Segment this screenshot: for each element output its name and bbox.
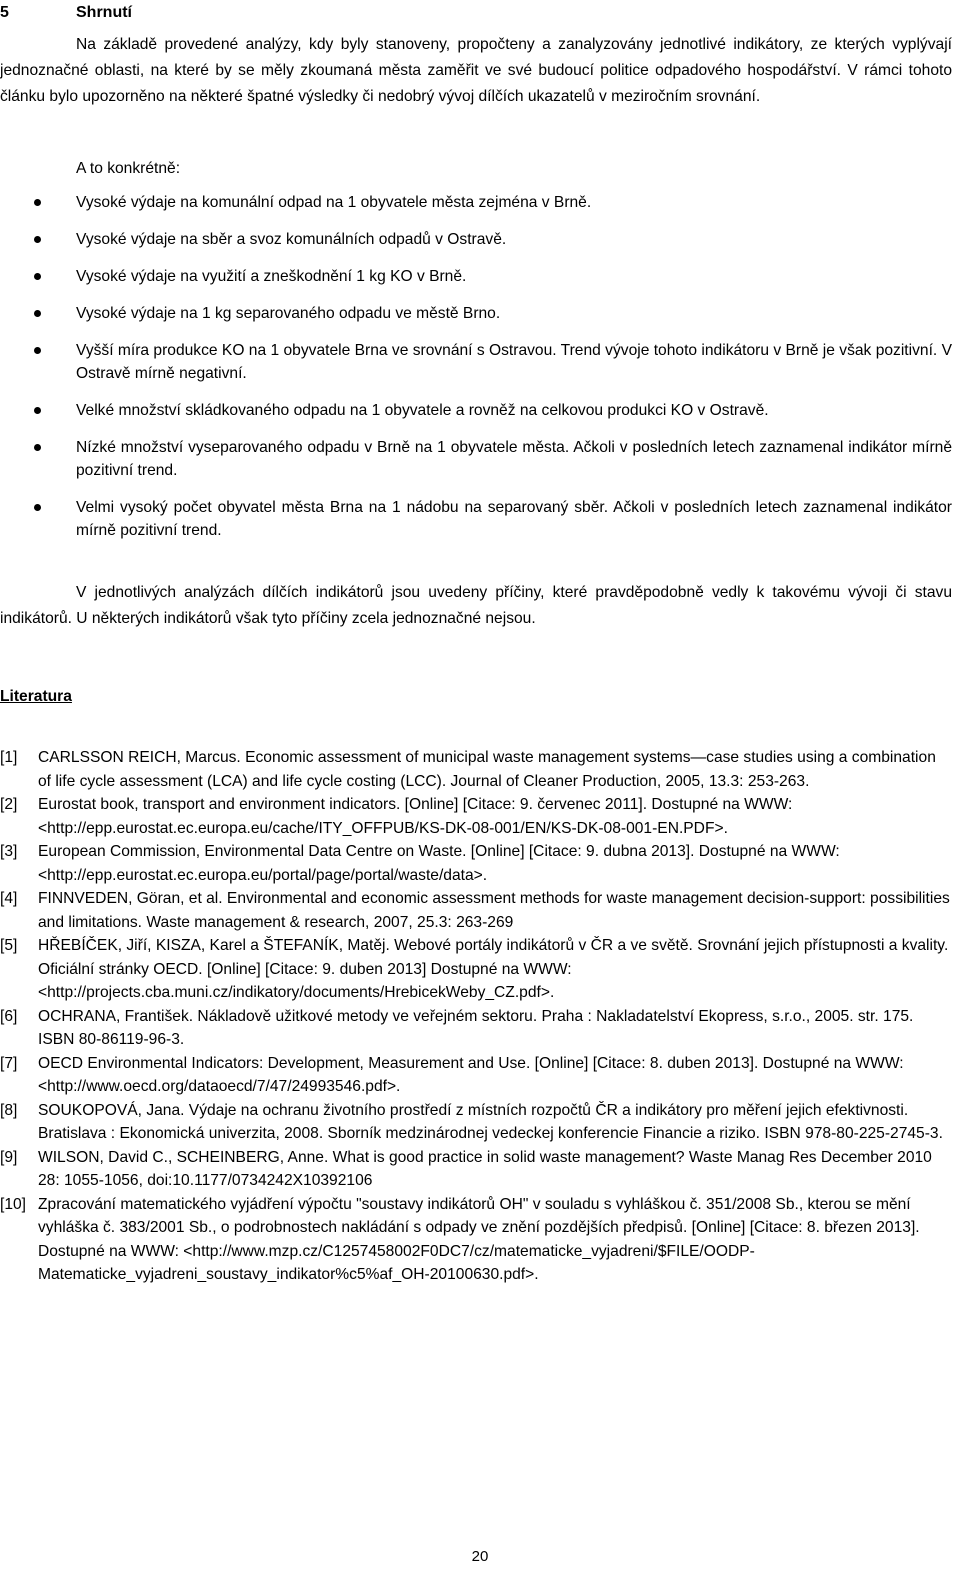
- section-number: 5: [0, 4, 9, 21]
- reference-item: [0, 1099, 952, 1146]
- list-item: Nízké množství vyseparovaného odpadu v Brně na 1 obyvatele města. Ačkoli v posledních letech zaznamenal indikátor mírně pozitivní trend.: [0, 436, 952, 482]
- bullet-icon: [34, 273, 41, 280]
- list-item: Vysoké výdaje na 1 kg separovaného odpadu ve městě Brno.: [0, 302, 952, 325]
- conclusion-paragraph: V jednotlivých analýzách dílčích indikátorů jsou uvedeny příčiny, které pravděpodobně vedly k takovému vývoji či stavu indikátorů. U některých indikátorů však tyto příčiny zcela jednoznačné nejsou.: [0, 584, 952, 627]
- list-item: Vyšší míra produkce KO na 1 obyvatele Brna ve srovnání s Ostravou. Trend vývoje tohoto indikátoru v Brně je však pozitivní. V Ostravě mírně negativní.: [0, 339, 952, 385]
- reference-text: FINNVEDEN, Göran, et al. Environmental and economic assessment methods for waste management decision-support: possibilities and limitations. Waste management & research, 2007, 25.3: 263-269: [38, 890, 950, 931]
- reference-item: [0, 1146, 952, 1193]
- reference-number: [5]: [0, 937, 18, 954]
- reference-number: [2]: [0, 796, 18, 813]
- reference-text: Zpracování matematického vyjádření výpočtu "soustavy indikátorů OH" v souladu s vyhláškou č. 351/2008 Sb., kterou se mění vyhláška č. 383/2001 Sb., o podrobnostech nakládání s odpady ve znění pozdějších předpisů. [Online] [Citace: 8. březen 2013]. Dostupné na WWW: <http://www.mzp.cz/C1257458002F0DC7/cz/matematicke_vyjadreni/$FILE/OODP-Matematicke_vyjadreni_soustavy_indikator%c5%af_OH-20100630.pdf>.: [38, 1195, 920, 1283]
- bullet-icon: [34, 444, 41, 451]
- bullet-icon: [34, 347, 41, 354]
- reference-text: WILSON, David C., SCHEINBERG, Anne. What is good practice in solid waste management? Waste Manag Res December 2010 28: 1055-1056, doi:10.1177/0734242X10392106: [38, 1148, 932, 1189]
- list-item: Vysoké výdaje na komunální odpad na 1 obyvatele města zejména v Brně.: [0, 191, 952, 214]
- reference-text: OCHRANA, František. Nákladově užitkové metody ve veřejném sektoru. Praha : Nakladatelství Ekopress, s.r.o., 2005. str. 175. ISBN 80-86119-96-3.: [38, 1007, 914, 1048]
- list-item: Vysoké výdaje na sběr a svoz komunálních odpadů v Ostravě.: [0, 228, 952, 251]
- reference-text: CARLSSON REICH, Marcus. Economic assessment of municipal waste management systems—case studies using a combination of life cycle assessment (LCA) and life cycle costing (LCC). Journal of Cleaner Production, 2005, 13.3: 253-263.: [38, 749, 936, 790]
- list-item: Velmi vysoký počet obyvatel města Brna na 1 nádobu na separovaný sběr. Ačkoli v posledních letech zaznamenal indikátor mírně pozitivní trend.: [0, 496, 952, 542]
- reference-number: [10]: [0, 1195, 27, 1213]
- bullet-icon: [34, 310, 41, 317]
- list-item: Velké množství skládkovaného odpadu na 1 obyvatele a rovněž na celkovou produkci KO v Ostravě.: [0, 399, 952, 422]
- bullet-icon: [34, 407, 41, 414]
- bullet-icon: [34, 199, 41, 206]
- reference-number: [6]: [0, 1007, 18, 1025]
- reference-text: OECD Environmental Indicators: Development, Measurement and Use. [Online] [Citace: 8. duben 2013]. Dostupné na WWW: <http://www.oecd.org/dataoecd/7/47/24993546.pdf>.: [38, 1054, 904, 1095]
- reference-number: [9]: [0, 1148, 18, 1166]
- reference-number: [8]: [0, 1101, 18, 1119]
- reference-item: [0, 1005, 952, 1052]
- bullet-icon: [34, 504, 41, 511]
- reference-item: [0, 840, 952, 887]
- section-title: Shrnutí: [76, 4, 132, 21]
- page-number: 20: [471, 1548, 489, 1565]
- reference-item: [0, 1193, 952, 1287]
- summary-paragraph: Na základě provedené analýzy, kdy byly stanoveny, propočteny a zanalyzovány jednotlivé indikátory, ze kterých vyplývají jednoznačné oblasti, na které by se měly zkoumaná města zaměřit ve své budoucí politice odpadového hospodářství. V rámci tohoto článku bylo upozorněno na některé špatné výsledky či nedobrý vývoj dílčích ukazatelů v meziročním srovnání.: [0, 36, 952, 105]
- reference-text: European Commission, Environmental Data Centre on Waste. [Online] [Citace: 9. dubna 2013]. Dostupné na WWW: <http://epp.eurostat.ec.europa.eu/portal/page/portal/waste/data>.: [38, 843, 840, 884]
- reference-item: [0, 887, 952, 934]
- reference-text: SOUKOPOVÁ, Jana. Výdaje na ochranu životního prostředí z místních rozpočtů ČR a indikátory pro měření jejich efektivnosti. Bratislava : Ekonomická univerzita, 2008. Sborník medzinárodnej vedeckej konferencie Financie a riziko. ISBN 978-80-225-2745-3.: [38, 1101, 943, 1142]
- intro-line: A to konkrétně:: [76, 160, 181, 177]
- findings-list: [0, 191, 952, 542]
- bullet-icon: [34, 236, 41, 243]
- reference-number: [1]: [0, 749, 18, 766]
- reference-item: [0, 934, 952, 1005]
- reference-item: [0, 793, 952, 840]
- reference-text: HŘEBÍČEK, Jiří, KISZA, Karel a ŠTEFANÍK, Matěj. Webové portály indikátorů v ČR a ve světě. Srovnání jejich přístupnosti a kvality. Oficiální stránky OECD. [Online] [Citace: 9. duben 2013] Dostupné na WWW: <http://projects.cba.muni.cz/indikatory/documents/HrebicekWeby_CZ.pdf>.: [38, 937, 949, 1001]
- reference-number: [4]: [0, 890, 18, 907]
- reference-number: [3]: [0, 843, 18, 860]
- reference-item: [0, 1052, 952, 1099]
- list-item: Vysoké výdaje na využití a zneškodnění 1 kg KO v Brně.: [0, 265, 952, 288]
- reference-list: [0, 746, 952, 1287]
- reference-text: Eurostat book, transport and environment indicators. [Online] [Citace: 9. červenec 2011]. Dostupné na WWW: <http://epp.eurostat.ec.europa.eu/cache/ITY_OFFPUB/KS-DK-08-001/EN/KS-DK-08-001-EN.PDF>.: [38, 796, 793, 837]
- literature-heading: Literatura: [0, 688, 72, 705]
- reference-number: [7]: [0, 1054, 18, 1072]
- reference-item: [0, 746, 952, 793]
